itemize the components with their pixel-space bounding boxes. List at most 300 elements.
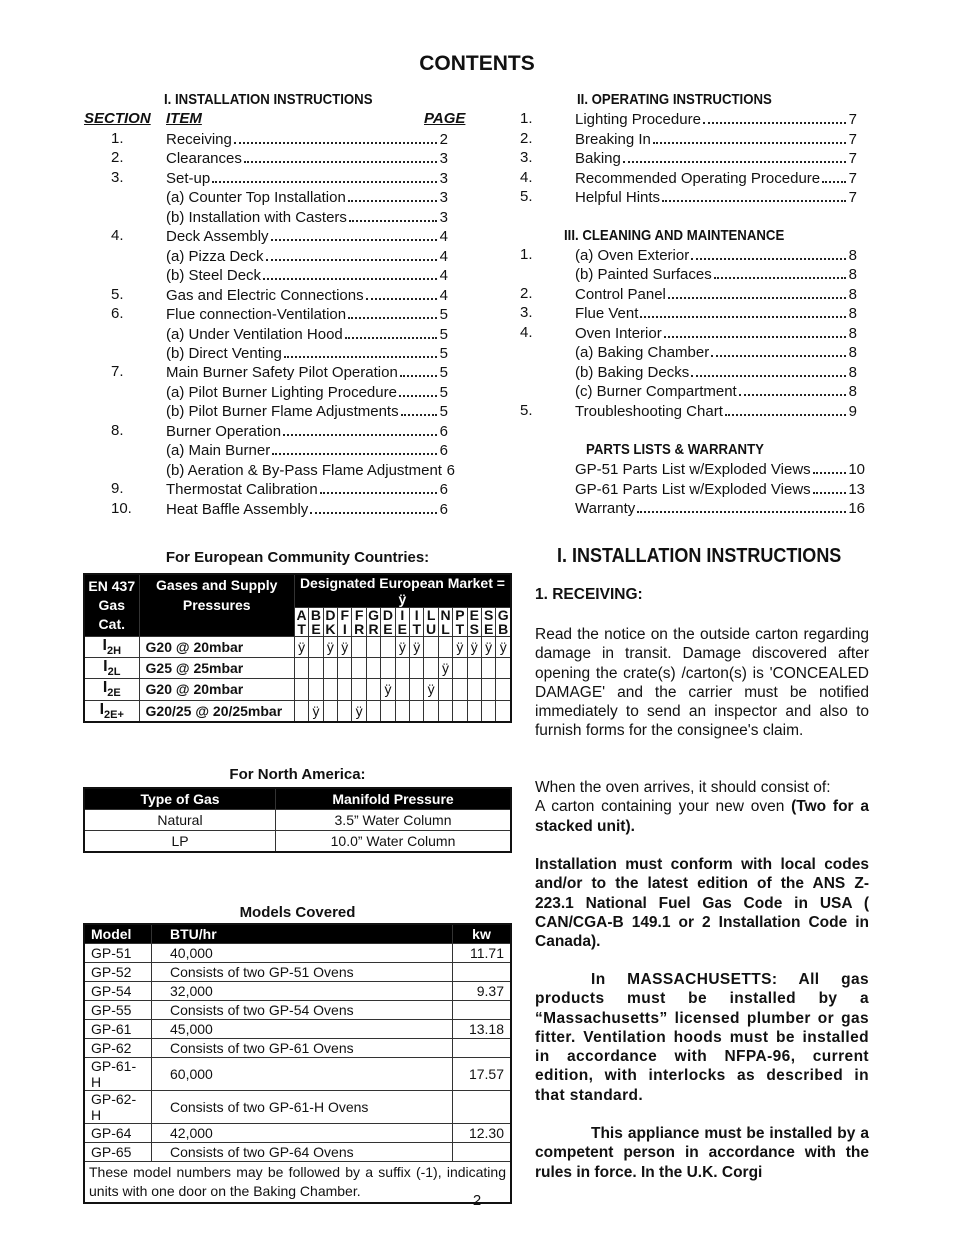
massachusetts-paragraph: In MASSACHUSETTS: All gas products must be installed by a “Massachusetts” licensed plumber or gas fitter. Ventilation hoods must be installed in accordance with NFPA-96, current edition, with interlocks as described in that standard. xyxy=(535,971,869,1104)
na-header-type: Type of Gas xyxy=(84,788,276,810)
toc-entry-page: 7 xyxy=(848,111,857,128)
toc-leader xyxy=(284,343,437,358)
eu-market-mark xyxy=(381,700,395,722)
eu-market-mark: ÿ xyxy=(453,637,467,658)
eu-gas-pressure: G20 @ 20mbar xyxy=(139,679,294,700)
eu-header-market: Designated European Market = ÿ xyxy=(294,574,511,608)
toc-entry-number: 3. xyxy=(520,149,533,166)
eu-market-letter: A xyxy=(296,607,307,623)
eu-market-mark xyxy=(294,679,308,700)
table-row xyxy=(84,1020,511,1039)
eu-market-mark xyxy=(467,658,481,679)
eu-cat-main: I xyxy=(102,679,108,697)
toc-entry-number: 1. xyxy=(111,130,124,147)
toc-leader xyxy=(345,324,437,339)
toc-entry-text: Breaking In xyxy=(575,130,651,148)
toc-entry-page: 8 xyxy=(848,266,857,284)
model-name: GP-52 xyxy=(84,963,152,982)
eu-market-code xyxy=(381,608,395,637)
toc-leader xyxy=(348,187,437,202)
toc-entry xyxy=(520,342,857,361)
toc-entry-page: 8 xyxy=(848,285,857,303)
toc-entry xyxy=(111,129,448,148)
toc-entry-text: Gas and Electric Connections xyxy=(166,286,364,304)
toc-entry-page: 8 xyxy=(848,324,857,342)
toc-leader xyxy=(668,284,846,299)
eu-market-code xyxy=(496,608,511,637)
toc-entry xyxy=(520,109,857,128)
toc-entry xyxy=(520,401,857,420)
eu-market-mark: ÿ xyxy=(338,637,352,658)
toc-entry-text: Heat Baffle Assembly xyxy=(166,500,309,518)
eu-market-mark xyxy=(424,700,438,722)
eu-market-letter: E xyxy=(383,621,393,637)
toc-entry-number: 6. xyxy=(111,305,124,323)
toc-entry-text: Burner Operation xyxy=(166,422,282,440)
eu-market-mark xyxy=(410,679,424,700)
toc-entry-page: 7 xyxy=(848,150,857,167)
toc-leader xyxy=(366,285,437,300)
eu-market-code xyxy=(395,608,409,637)
eu-market-code xyxy=(366,608,380,637)
toc-entry xyxy=(111,460,455,479)
eu-market-mark xyxy=(309,658,323,679)
eu-market-mark xyxy=(438,637,452,658)
eu-market-code xyxy=(424,608,438,637)
eu-market-letter: T xyxy=(455,621,465,637)
toc-entry-page: 5 xyxy=(439,306,448,324)
toc-entry-page: 16 xyxy=(848,500,865,517)
toc-entry-text: (a) Pilot Burner Lighting Procedure xyxy=(166,383,397,401)
table-row xyxy=(84,1124,511,1143)
toc-entry xyxy=(111,285,448,304)
eu-cat-main: I xyxy=(99,700,105,718)
eu-market-mark: ÿ xyxy=(309,700,323,722)
model-kw xyxy=(453,1091,512,1124)
toc-entry-text: (b) Aeration & By-Pass Flame Adjustment xyxy=(166,461,442,479)
toc-leader xyxy=(272,440,437,455)
model-name: GP-65 xyxy=(84,1143,152,1162)
eu-market-mark xyxy=(381,637,395,658)
eu-market-mark xyxy=(309,637,323,658)
eu-market-mark: ÿ xyxy=(323,637,337,658)
toc-entry-page: 7 xyxy=(848,130,857,148)
toc-leader xyxy=(400,362,437,377)
toc-entry-text: (b) Installation with Casters xyxy=(166,208,347,226)
toc-entry-page: 4 xyxy=(439,247,448,265)
toc-entry-text: (c) Burner Compartment xyxy=(575,383,737,401)
eu-header-line: Gas xyxy=(98,597,125,613)
toc-entry-page: 6 xyxy=(439,442,448,460)
model-btu: Consists of two GP-64 Ovens xyxy=(152,1143,453,1162)
toc-entry-text: Clearances xyxy=(166,150,242,168)
toc-entry-page: 8 xyxy=(848,363,857,381)
eu-market-letter: G xyxy=(368,607,379,623)
eu-header-line: Gases and Supply xyxy=(156,577,278,593)
toc-entry-page: 5 xyxy=(439,403,448,421)
toc-leader xyxy=(662,187,846,202)
toc-install-heading: I. INSTALLATION INSTRUCTIONS xyxy=(164,91,373,108)
toc-operating-heading: II. OPERATING INSTRUCTIONS xyxy=(577,91,772,108)
toc-entry xyxy=(520,129,857,148)
toc-entry-page: 4 xyxy=(439,267,448,285)
model-name: GP-61 xyxy=(84,1020,152,1039)
toc-entry-page: 4 xyxy=(439,286,448,304)
eu-gas-table xyxy=(83,573,512,723)
model-btu: Consists of two GP-61 Ovens xyxy=(152,1039,453,1058)
eu-market-mark xyxy=(338,658,352,679)
toc-entry xyxy=(111,479,448,498)
toc-entry-text: (a) Pizza Deck xyxy=(166,247,264,265)
toc-entry-text: Recommended Operating Procedure xyxy=(575,169,821,187)
eu-market-letter: U xyxy=(426,621,437,637)
na-cell: LP xyxy=(84,831,276,853)
toc-leader xyxy=(711,342,846,357)
toc-leader xyxy=(244,148,437,163)
toc-entry xyxy=(111,440,448,459)
toc-entry-page: 7 xyxy=(848,169,857,187)
model-name: GP-62-H xyxy=(84,1091,152,1124)
eu-market-mark xyxy=(366,637,380,658)
toc-leader xyxy=(725,401,846,416)
toc-entry-number: 1. xyxy=(520,110,533,127)
eu-market-code xyxy=(453,608,467,637)
eu-market-mark xyxy=(424,637,438,658)
eu-market-code xyxy=(338,608,352,637)
page-number: 2 xyxy=(472,1192,482,1209)
toc-entry xyxy=(111,246,448,265)
eu-market-code xyxy=(323,608,337,637)
na-caption: For North America: xyxy=(229,766,366,783)
toc-leader xyxy=(739,381,846,396)
toc-entry xyxy=(520,323,857,342)
toc-entry-page: 3 xyxy=(439,189,448,207)
toc-entry-number: 2. xyxy=(520,129,533,147)
model-btu: Consists of two GP-54 Ovens xyxy=(152,1001,453,1020)
eu-market-mark xyxy=(366,700,380,722)
arrival-line: When the oven arrives, it should consist of: xyxy=(535,779,831,796)
eu-market-mark xyxy=(381,658,395,679)
toc-entry-page: 8 xyxy=(848,383,857,401)
toc-item-label: ITEM xyxy=(166,110,202,127)
toc-leader xyxy=(640,303,846,318)
model-name: GP-61-H xyxy=(84,1058,152,1091)
toc-leader xyxy=(263,265,437,280)
eu-market-code xyxy=(352,608,366,637)
toc-entry xyxy=(111,382,448,401)
toc-leader xyxy=(212,168,437,183)
toc-entry xyxy=(520,362,857,381)
toc-leader xyxy=(349,207,437,222)
toc-leader xyxy=(664,323,846,338)
model-kw: 13.18 xyxy=(453,1020,512,1039)
toc-entry-number: 3. xyxy=(520,304,533,322)
eu-market-letter: L xyxy=(426,607,436,623)
toc-entry-text: Deck Assembly xyxy=(166,228,269,246)
eu-market-mark xyxy=(366,658,380,679)
eu-market-mark xyxy=(453,700,467,722)
eu-market-mark xyxy=(352,637,366,658)
models-header-kw: kw xyxy=(453,924,512,944)
eu-market-mark xyxy=(453,658,467,679)
toc-leader xyxy=(623,148,846,163)
toc-entry-number: 2. xyxy=(520,284,533,302)
model-kw: 12.30 xyxy=(453,1124,512,1143)
toc-entry xyxy=(520,479,865,498)
toc-leader xyxy=(266,246,437,261)
toc-entry-page: 6 xyxy=(439,481,448,499)
eu-cat-main: I xyxy=(102,637,107,654)
eu-market-mark: ÿ xyxy=(410,637,424,658)
eu-caption: For European Community Countries: xyxy=(165,549,430,566)
toc-entry-text: (a) Oven Exterior xyxy=(575,247,690,264)
section-heading: I. INSTALLATION INSTRUCTIONS xyxy=(557,545,842,567)
toc-entry-text: (b) Baking Decks xyxy=(575,363,690,381)
toc-entry xyxy=(111,343,448,362)
models-header-model: Model xyxy=(84,924,152,944)
eu-header-gases xyxy=(139,574,294,637)
toc-leader xyxy=(653,129,846,144)
toc-entry xyxy=(111,168,448,187)
toc-entry-text: GP-51 Parts List w/Exploded Views xyxy=(575,461,811,478)
toc-entry-page: 8 xyxy=(848,247,857,264)
toc-entry-text: (b) Steel Deck xyxy=(166,267,262,285)
eu-market-mark xyxy=(410,658,424,679)
toc-entry-page: 7 xyxy=(848,189,857,206)
model-btu: Consists of two GP-51 Ovens xyxy=(152,963,453,982)
receiving-paragraph: Read the notice on the outside carton regarding damage in transit. Damage discovered after opening the crate(s) /carton(s) is 'CONCEALED DAMAGE' and the carrier must be notified immediately to send an inspector and also to furnish forms for the consignee's claim. xyxy=(535,626,869,740)
eu-market-letter: L xyxy=(441,621,450,637)
toc-entry-text: Control Panel xyxy=(575,285,666,303)
toc-entry-number: 10. xyxy=(111,499,132,517)
model-name: GP-55 xyxy=(84,1001,152,1020)
toc-entry xyxy=(520,264,857,283)
toc-leader xyxy=(348,304,437,319)
eu-market-mark xyxy=(323,658,337,679)
toc-entry-number: 5. xyxy=(520,188,533,205)
eu-market-code xyxy=(438,608,452,637)
toc-leader xyxy=(714,264,846,279)
eu-market-mark: ÿ xyxy=(496,637,511,658)
eu-cat-main: I xyxy=(103,658,108,676)
na-header-pressure: Manifold Pressure xyxy=(276,788,512,810)
toc-entry-text: Receiving xyxy=(166,131,232,148)
eu-market-letter: E xyxy=(311,621,321,637)
eu-gas-pressure: G25 @ 25mbar xyxy=(139,658,294,679)
toc-entry xyxy=(111,499,448,518)
toc-leader xyxy=(813,479,847,494)
eu-market-mark xyxy=(496,658,511,679)
model-btu: 42,000 xyxy=(152,1124,453,1143)
toc-entry-page: 6 xyxy=(439,422,448,440)
table-row xyxy=(84,1039,511,1058)
models-table xyxy=(83,923,512,1204)
arrival-text: A carton containing your new oven xyxy=(535,798,792,816)
toc-entry-number: 3. xyxy=(111,168,124,186)
competent-person-paragraph: This appliance must be installed by a competent person in accordance with the rules in force. In the U.K. Corgi xyxy=(535,1125,869,1181)
eu-market-letter: E xyxy=(469,607,479,623)
eu-gas-pressure: G20/25 @ 20/25mbar xyxy=(139,700,294,722)
toc-entry-page: 8 xyxy=(848,344,857,362)
eu-market-mark xyxy=(323,679,337,700)
toc-leader xyxy=(822,168,846,183)
eu-market-mark: ÿ xyxy=(467,637,481,658)
eu-market-mark xyxy=(395,700,409,722)
toc-entry-page: 2 xyxy=(439,131,448,148)
toc-entry-number: 5. xyxy=(111,285,124,303)
toc-entry-page: 6 xyxy=(446,461,455,479)
toc-entry xyxy=(111,324,448,343)
eu-market-mark xyxy=(496,700,511,722)
toc-leader xyxy=(813,459,847,474)
toc-entry-page: 5 xyxy=(439,344,448,362)
models-footnote: These model numbers may be followed by a suffix (-1), indicating units with one door on the Baking Chamber. xyxy=(84,1162,511,1204)
eu-market-letter: R xyxy=(368,621,379,637)
eu-market-letter: E xyxy=(484,621,494,637)
model-btu: 45,000 xyxy=(152,1020,453,1039)
eu-market-mark: ÿ xyxy=(395,637,409,658)
eu-market-letter: N xyxy=(440,607,451,623)
toc-entry xyxy=(111,148,448,167)
toc-entry-text: Thermostat Calibration xyxy=(166,481,318,499)
eu-gas-pressure: G20 @ 20mbar xyxy=(139,637,294,658)
eu-market-code xyxy=(467,608,481,637)
eu-market-mark xyxy=(410,700,424,722)
eu-market-mark xyxy=(395,679,409,700)
toc-entry-page: 3 xyxy=(439,208,448,226)
model-kw xyxy=(453,963,512,982)
model-name: GP-62 xyxy=(84,1039,152,1058)
eu-market-mark xyxy=(294,658,308,679)
toc-entry-text: (a) Counter Top Installation xyxy=(166,189,346,207)
toc-leader xyxy=(703,109,846,124)
model-kw xyxy=(453,1143,512,1162)
eu-cat-sub: 2H xyxy=(106,645,122,658)
table-row xyxy=(84,1143,511,1162)
model-btu: 32,000 xyxy=(152,982,453,1001)
eu-market-letter: T xyxy=(297,621,306,637)
eu-market-code xyxy=(481,608,495,637)
eu-market-mark xyxy=(453,679,467,700)
toc-entry-number: 8. xyxy=(111,421,124,439)
toc-page-label: PAGE xyxy=(424,110,466,127)
model-btu: Consists of two GP-61-H Ovens xyxy=(152,1091,453,1124)
toc-entry-text: Main Burner Safety Pilot Operation xyxy=(166,364,398,382)
toc-entry-number: 9. xyxy=(111,480,124,498)
eu-market-mark xyxy=(467,679,481,700)
toc-parts-heading: PARTS LISTS & WARRANTY xyxy=(586,441,764,458)
eu-header-line: EN 437 xyxy=(88,578,136,594)
eu-market-letter: I xyxy=(400,607,405,623)
models-header-btu: BTU/hr xyxy=(152,924,453,944)
toc-entry-number: 4. xyxy=(520,168,533,186)
model-kw: 9.37 xyxy=(453,982,512,1001)
toc-entry-number: 2. xyxy=(111,149,124,167)
eu-market-letter: I xyxy=(342,621,347,637)
toc-cleaning-heading: III. CLEANING AND MAINTENANCE xyxy=(564,227,785,244)
eu-market-code xyxy=(410,608,424,637)
toc-leader xyxy=(320,479,437,494)
eu-market-letter: R xyxy=(354,621,365,637)
toc-leader xyxy=(310,499,437,514)
eu-market-mark xyxy=(438,679,452,700)
toc-entry-text: (a) Under Ventilation Hood xyxy=(166,325,343,343)
toc-entry-text: Warranty xyxy=(575,500,636,517)
eu-market-letter: B xyxy=(498,621,509,637)
table-row xyxy=(84,1058,511,1091)
table-row xyxy=(84,1001,511,1020)
toc-entry-text: (b) Pilot Burner Flame Adjustments xyxy=(166,403,399,421)
eu-market-mark xyxy=(352,679,366,700)
eu-market-letter: F xyxy=(354,607,364,623)
eu-market-mark xyxy=(395,658,409,679)
eu-gas-category xyxy=(84,658,139,679)
toc-entry-page: 3 xyxy=(439,150,448,168)
toc-entry-page: 5 xyxy=(439,383,448,401)
toc-entry-text: Oven Interior xyxy=(575,324,662,342)
eu-market-mark: ÿ xyxy=(481,637,495,658)
installation-code-paragraph: Installation must conform with local codes and/or to the latest edition of the ANS Z-223.1 National Fuel Gas Code in USA ( CAN/CGA-B 149.1 or 2 Installation Code in Canada). xyxy=(535,856,869,951)
toc-leader xyxy=(271,226,437,241)
toc-leader xyxy=(401,401,437,416)
model-kw: 17.57 xyxy=(453,1058,512,1091)
toc-leader xyxy=(691,362,846,377)
eu-header-line: Cat. xyxy=(98,616,125,632)
na-cell: 3.5” Water Column xyxy=(276,810,512,831)
na-cell: 10.0” Water Column xyxy=(276,831,512,853)
eu-market-letter: I xyxy=(414,607,419,623)
eu-market-letter: F xyxy=(340,607,350,623)
toc-entry-page: 5 xyxy=(439,325,448,343)
eu-market-letter: G xyxy=(497,607,509,623)
toc-entry xyxy=(520,381,857,400)
toc-entry-text: (b) Direct Venting xyxy=(166,344,282,362)
na-cell: Natural xyxy=(84,810,276,831)
eu-cat-sub: 2E+ xyxy=(104,708,124,721)
toc-entry xyxy=(520,245,857,264)
eu-market-mark: ÿ xyxy=(424,679,438,700)
toc-entry-page: 13 xyxy=(848,480,865,498)
models-caption: Models Covered xyxy=(239,904,356,921)
model-kw xyxy=(453,1039,512,1058)
eu-gas-category xyxy=(84,637,139,658)
toc-entry-page: 3 xyxy=(439,169,448,187)
eu-market-mark: ÿ xyxy=(294,637,308,658)
eu-market-mark xyxy=(309,679,323,700)
eu-market-mark xyxy=(481,679,495,700)
model-kw: 11.71 xyxy=(453,944,512,963)
toc-entry-number: 7. xyxy=(111,363,124,381)
toc-leader xyxy=(283,421,437,436)
eu-gas-category xyxy=(84,679,139,700)
toc-entry-text: Baking xyxy=(575,150,621,167)
toc-leader xyxy=(691,245,846,260)
eu-market-letter: K xyxy=(325,621,336,637)
toc-entry-page: 10 xyxy=(848,461,865,478)
na-gas-table xyxy=(83,787,512,853)
eu-market-mark xyxy=(338,700,352,722)
toc-entry-text: Troubleshooting Chart xyxy=(575,402,723,420)
eu-gas-category xyxy=(84,700,139,722)
toc-entry-text: Helpful Hints xyxy=(575,189,661,206)
arrival-paragraph xyxy=(535,778,869,836)
toc-leader xyxy=(234,129,437,144)
toc-section-label: SECTION xyxy=(84,110,151,127)
toc-entry-page: 6 xyxy=(439,500,448,518)
toc-entry xyxy=(520,498,865,517)
toc-entry-text: GP-61 Parts List w/Exploded Views xyxy=(575,480,811,498)
eu-market-letter: B xyxy=(310,607,322,623)
